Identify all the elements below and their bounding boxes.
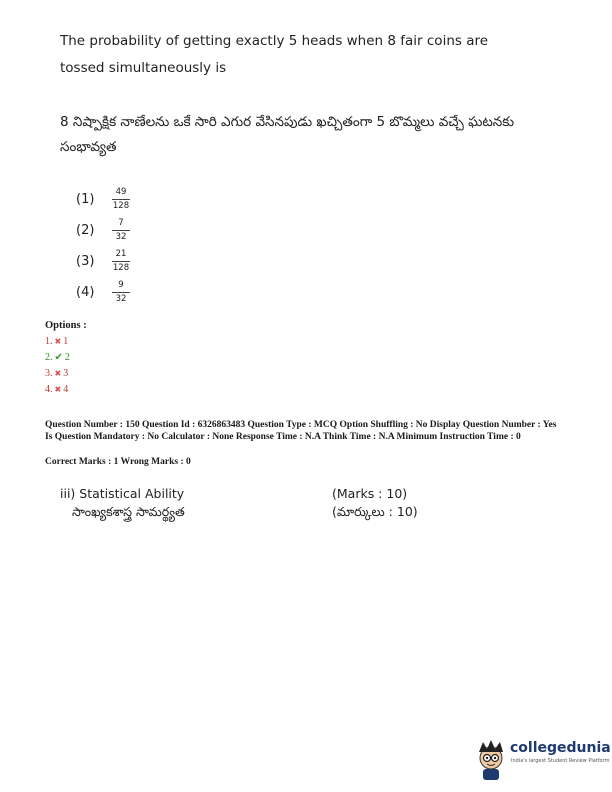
choice-3 <box>76 254 110 269</box>
choice-label: (1) <box>76 192 95 207</box>
option-index: 3. <box>45 368 53 379</box>
option-index: 2. <box>45 352 53 363</box>
option-value: 2 <box>64 352 70 363</box>
numerator: 9 <box>112 280 130 293</box>
option-1 <box>45 336 68 347</box>
mascot-icon <box>474 738 510 782</box>
denominator: 32 <box>115 232 127 242</box>
choice-4-fraction <box>112 280 130 305</box>
choice-1-fraction <box>112 187 130 212</box>
cross-icon: ✖ <box>54 369 62 378</box>
choice-2 <box>76 223 110 238</box>
choice-1 <box>76 192 110 207</box>
section-marks-english: (Marks : 10) <box>332 486 408 501</box>
choice-3-fraction <box>112 249 130 274</box>
option-value: 4 <box>63 384 69 395</box>
option-value: 1 <box>63 336 69 347</box>
option-4 <box>45 384 68 395</box>
option-2 <box>45 352 70 363</box>
check-icon: ✔ <box>54 352 63 363</box>
question-telugu: 8 నిష్పాక్షిక నాణేలను ఒకే సారి ఎగుర వేసినపుడు ఖచ్చితంగా 5 బొమ్మలు వచ్చే ఘటనకు సంభావ్యత <box>60 114 514 155</box>
choice-label: (4) <box>76 285 95 300</box>
choice-2-fraction <box>112 218 130 243</box>
option-3 <box>45 368 68 379</box>
choice-label: (3) <box>76 254 95 269</box>
numerator: 49 <box>112 187 130 200</box>
denominator: 128 <box>112 201 130 211</box>
logo-tagline: India's largest Student Review Platform <box>511 758 610 764</box>
numerator: 7 <box>112 218 130 231</box>
question-english: The probability of getting exactly 5 heads when 8 fair coins are tossed simultaneously is <box>60 33 489 76</box>
section-title-english: iii) Statistical Ability <box>60 486 185 501</box>
denominator: 32 <box>115 294 127 304</box>
section-title-telugu: సాంఖ్యకశాస్త్ర సామర్థ్యత <box>72 504 185 519</box>
option-index: 4. <box>45 384 53 395</box>
question-meta: Question Number : 150 Question Id : 6326863483 Question Type : MCQ Option Shuffling : No Display Question Number : Yes Is Question Mandatory : No Calculator : None Response Time : N.A Think Time : N.A Minimum Instruction Time : 0 <box>45 420 557 442</box>
choice-label: (2) <box>76 223 95 238</box>
cross-icon: ✖ <box>54 337 62 346</box>
option-value: 3 <box>63 368 69 379</box>
options-heading: Options : <box>45 320 87 331</box>
cross-icon: ✖ <box>54 385 62 394</box>
denominator: 128 <box>112 263 130 273</box>
option-index: 1. <box>45 336 53 347</box>
choice-4 <box>76 285 110 300</box>
section-marks-telugu: (మార్కులు : 10) <box>332 504 418 519</box>
marks-meta: Correct Marks : 1 Wrong Marks : 0 <box>45 457 191 467</box>
numerator: 21 <box>112 249 130 262</box>
logo-name: collegedunia <box>510 740 611 756</box>
